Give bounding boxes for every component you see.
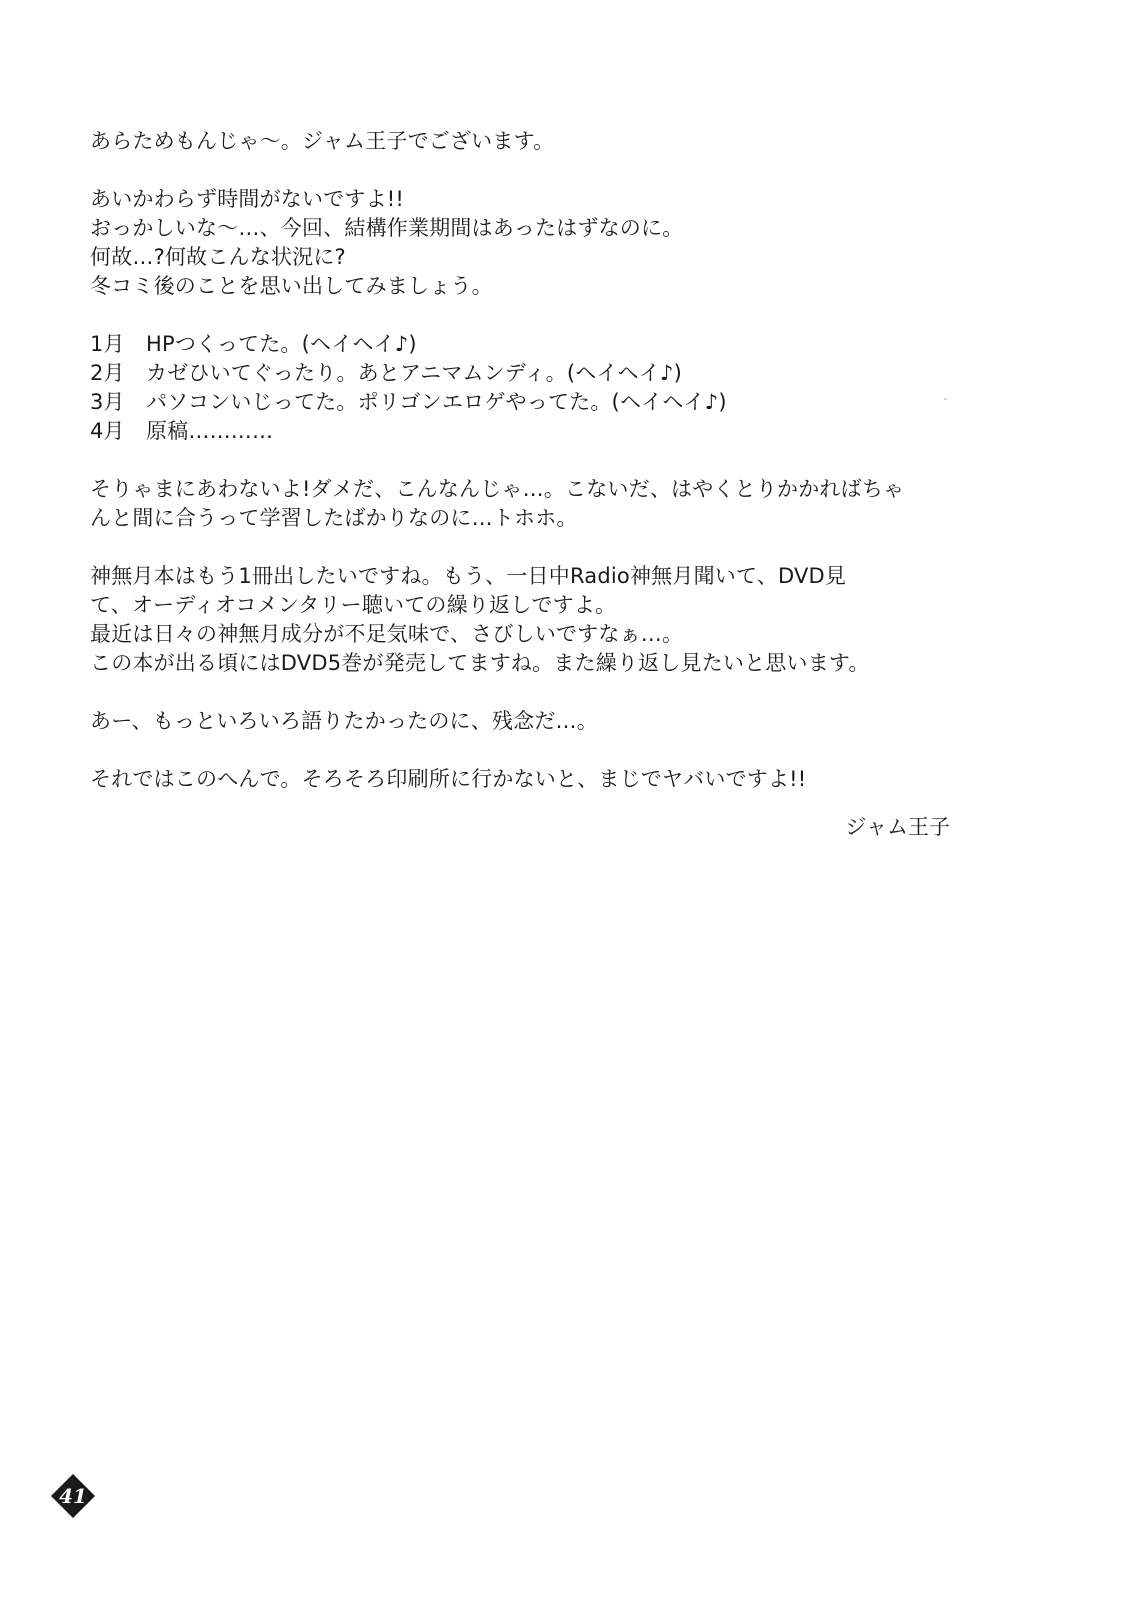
kannazuki-paragraph [90,562,960,678]
intro-line: おっかしいな〜…、今回、結構作業期間はあったはずなのに。 [90,216,684,240]
page-number: 41 [59,1484,87,1508]
schedule-text: カゼひいてぐったり。あとアニマムンディ。(ヘイヘイ♪) [146,361,683,385]
closing-line: それではこのへんで。そろそろ印刷所に行かないと、まじでヤバいですよ!! [90,767,807,791]
schedule-item [90,388,960,417]
regret-paragraph [90,707,960,736]
intro-line: 冬コミ後のことを思い出してみましょう。 [90,274,493,298]
kannazuki-line: 最近は日々の神無月成分が不足気味で、さびしいですなぁ…。 [90,622,684,646]
schedule-item [90,417,960,446]
reflection-line: そりゃまにあわないよ!ダメだ、こんなんじゃ…。こないだ、はやくとりかかればちゃ [90,477,905,501]
afterword-body [90,127,960,823]
intro-line: あいかわらず時間がないですよ!! [90,187,405,211]
author-signature: ジャム王子 [845,815,950,839]
schedule-month: 4月 [90,419,125,443]
intro-paragraph [90,185,960,301]
schedule-item [90,359,960,388]
schedule-month: 2月 [90,361,125,385]
kannazuki-line: この本が出る頃にはDVD5巻が発売してますね。また繰り返し見たいと思います。 [90,651,870,675]
kannazuki-line: て、オーディオコメンタリー聴いての繰り返しですよ。 [90,593,617,617]
reflection-paragraph [90,475,960,533]
intro-line: 何故…?何故こんな状況に? [90,245,346,269]
schedule-month: 3月 [90,390,125,414]
reflection-line: んと間に合うって学習したばかりなのに…トホホ。 [90,506,578,530]
greeting-paragraph [90,127,960,156]
schedule-list [90,330,960,446]
scan-speck [944,398,947,400]
schedule-item [90,330,960,359]
schedule-text: 原稿………… [146,419,274,443]
closing-paragraph [90,765,960,794]
kannazuki-line: 神無月本はもう1冊出したいですね。もう、一日中Radio神無月聞いて、DVD見 [90,564,847,588]
page-number-badge [50,1473,96,1519]
greeting-line: あらためもんじゃ〜。ジャム王子でございます。 [90,129,555,153]
regret-line: あー、もっといろいろ語りたかったのに、残念だ…。 [90,709,598,733]
schedule-text: HPつくってた。(ヘイヘイ♪) [146,332,417,356]
schedule-text: パソコンいじってた。ポリゴンエロゲやってた。(ヘイヘイ♪) [146,390,727,414]
schedule-month: 1月 [90,332,125,356]
